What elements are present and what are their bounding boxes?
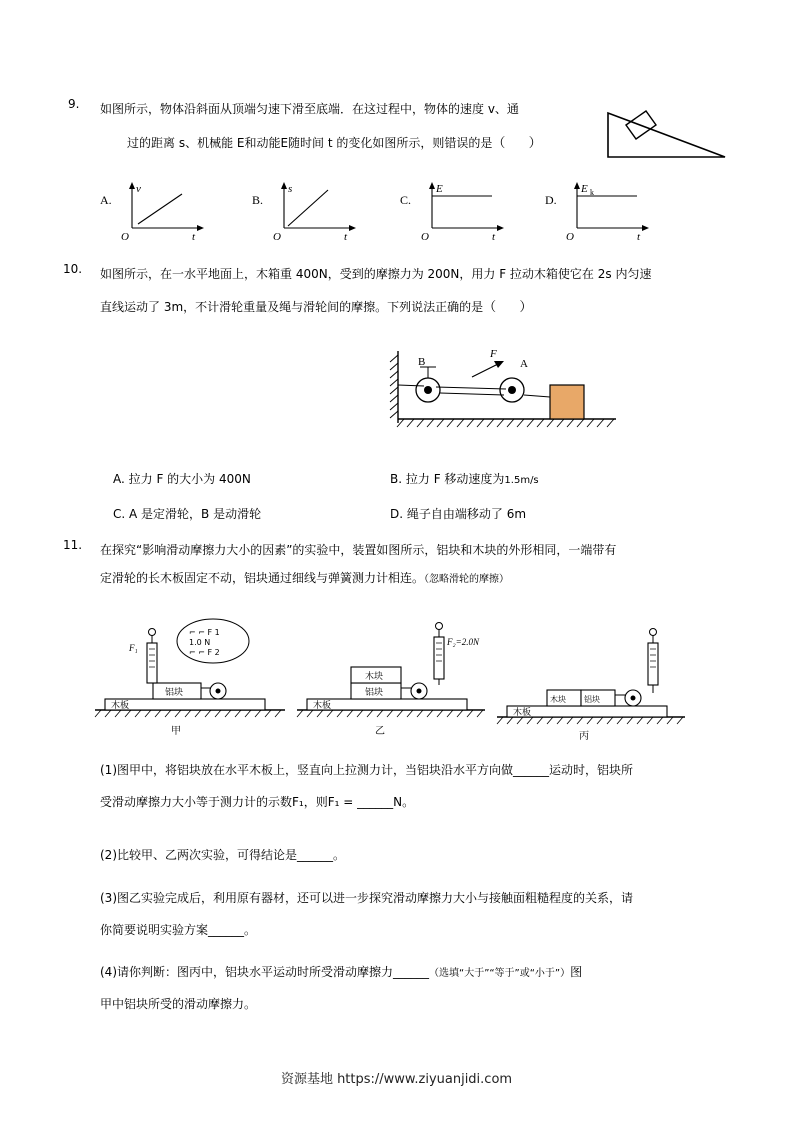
question-10-option-c bbox=[113, 502, 261, 527]
svg-text:s: s bbox=[288, 183, 293, 195]
sub-question-4 bbox=[100, 960, 740, 986]
svg-text:木板: 木板 bbox=[513, 708, 532, 718]
svg-text:乙: 乙 bbox=[375, 726, 385, 737]
svg-text:O: O bbox=[421, 231, 429, 242]
option-c-text: A 是定滑轮，B 是动滑轮 bbox=[129, 507, 262, 521]
svg-text:t: t bbox=[344, 231, 348, 242]
question-9-line2-text: 过的距离 s、机械能 E和动能E随时间 t 的变化如图所示，则错误的是 bbox=[127, 136, 493, 150]
sub-question-3-line2: 你简要说明实验方案______。 bbox=[100, 923, 257, 937]
question-10-line2-text: 直线运动了 3m，不计滑轮重量及绳与滑轮间的摩擦。下列说法正确的是 bbox=[100, 300, 484, 314]
svg-text:铝块: 铝块 bbox=[584, 695, 600, 704]
svg-text:O: O bbox=[566, 231, 574, 242]
svg-text:k: k bbox=[590, 188, 594, 197]
question-11-line1: 在探究“影响滑动摩擦力大小的因素”的实验中，装置如图所示，铝块和木块的外形相同，一端带有 bbox=[100, 543, 617, 557]
svg-text:F₁: F₁ bbox=[129, 643, 138, 653]
svg-text:A: A bbox=[520, 358, 528, 370]
svg-text:1.0 N: 1.0 N bbox=[189, 638, 211, 647]
question-11-line2 bbox=[100, 566, 730, 592]
pulley-figure bbox=[380, 345, 630, 430]
svg-text:t: t bbox=[637, 231, 641, 242]
question-10-answer-paren: （ ） bbox=[483, 299, 543, 314]
incline-figure bbox=[600, 95, 735, 167]
svg-text:丙: 丙 bbox=[579, 731, 589, 742]
question-10-option-b bbox=[390, 467, 539, 493]
sub-question-2-tag: (2) bbox=[100, 848, 117, 862]
svg-text:木板: 木板 bbox=[111, 701, 130, 711]
question-9-line2 bbox=[127, 130, 587, 156]
experiment-figure bbox=[85, 605, 705, 745]
svg-text:⌐ ⌐ F 1: ⌐ ⌐ F 1 bbox=[189, 628, 220, 637]
svg-text:t: t bbox=[492, 231, 496, 242]
question-10-line1: 如图所示，在一水平地面上，木箱重 400N，受到的摩擦力为 200N，用力 F 拉动木箱使它在 2s 内匀速 bbox=[100, 267, 652, 281]
svg-text:v: v bbox=[136, 183, 141, 195]
sub-question-3-line1: 图乙实验完成后，利用原有器材，还可以进一步探究滑动摩擦力大小与接触面粗糙程度的关系，请 bbox=[117, 891, 634, 905]
svg-text:A.: A. bbox=[100, 193, 112, 207]
sub-question-1-tag: (1) bbox=[100, 763, 117, 777]
option-a-label: A. bbox=[113, 472, 125, 486]
question-10-number: 10. bbox=[63, 262, 83, 276]
question-9-line1: 如图所示，物体沿斜面从顶端匀速下滑至底端．在这过程中，物体的速度 v、通 bbox=[100, 102, 519, 116]
svg-text:B: B bbox=[418, 356, 426, 368]
sub-question-4-line1: 请你判断：图丙中，铝块水平运动时所受滑动摩擦力______ bbox=[117, 965, 430, 979]
graph-option-c bbox=[400, 182, 512, 242]
option-b-text: 拉力 F 移动速度为 bbox=[405, 472, 505, 486]
footer-watermark: 资源基地 https://www.ziyuanjidi.com bbox=[280, 1072, 513, 1087]
sub-question-4-note: （选填“大于”“等于”或“小于”） bbox=[429, 968, 571, 979]
question-10-option-a bbox=[113, 467, 251, 492]
svg-text:铝块: 铝块 bbox=[365, 688, 384, 698]
graph-option-b bbox=[252, 182, 364, 242]
sub-question-2-line1: 比较甲、乙两次实验，可得结论是______。 bbox=[117, 848, 346, 862]
svg-text:F₂=2.0N: F₂=2.0N bbox=[447, 637, 479, 647]
option-c-label: C. bbox=[113, 507, 126, 521]
svg-text:C.: C. bbox=[400, 193, 412, 207]
question-10-option-d bbox=[390, 502, 526, 527]
sub-question-1-line2: 受滑动摩擦力大小等于测力计的示数F₁，则F₁ = ______N。 bbox=[100, 795, 415, 809]
sub-question-1 bbox=[100, 758, 720, 783]
sub-question-3-tag: (3) bbox=[100, 891, 117, 905]
svg-text:D.: D. bbox=[545, 193, 557, 207]
sub-question-3 bbox=[100, 886, 720, 911]
svg-text:铝块: 铝块 bbox=[165, 688, 184, 698]
svg-text:⌐ ⌐ F 2: ⌐ ⌐ F 2 bbox=[189, 648, 220, 657]
graph-option-a bbox=[100, 182, 212, 242]
sub-question-4-line2: 甲中铝块所受的滑动摩擦力。 bbox=[100, 997, 257, 1011]
svg-text:甲: 甲 bbox=[171, 726, 181, 737]
sub-question-4-tail: 图 bbox=[570, 965, 583, 979]
question-10-line2 bbox=[100, 294, 720, 320]
sub-question-1-line1: 图甲中，将铝块放在水平木板上，竖直向上拉测力计，当铝块沿水平方向做______运动时，铝块所 bbox=[117, 763, 634, 777]
graph-option-d bbox=[545, 182, 657, 242]
svg-text:E: E bbox=[581, 183, 588, 195]
question-11-line2-text: 定滑轮的长木板固定不动，铝块通过细线与弹簧测力计相连。 bbox=[100, 571, 425, 585]
sub-question-2 bbox=[100, 843, 720, 868]
question-11-line2-note: （忽略滑轮的摩擦） bbox=[424, 574, 510, 585]
svg-text:F: F bbox=[490, 348, 497, 360]
svg-text:t: t bbox=[192, 231, 196, 242]
question-9-answer-paren: （ ） bbox=[492, 135, 552, 150]
svg-text:O: O bbox=[121, 231, 129, 242]
option-b-value: 1.5m/s bbox=[504, 475, 539, 486]
sub-question-4-tag: (4) bbox=[100, 965, 117, 979]
question-11-number: 11. bbox=[63, 538, 83, 552]
option-d-text: 绳子自由端移动了 6m bbox=[406, 507, 527, 521]
svg-text:B.: B. bbox=[252, 193, 264, 207]
svg-text:木块: 木块 bbox=[550, 695, 566, 704]
question-9-number: 9. bbox=[68, 97, 80, 111]
option-b-label: B. bbox=[390, 472, 403, 486]
svg-text:木板: 木板 bbox=[313, 701, 332, 711]
svg-text:O: O bbox=[273, 231, 281, 242]
option-a-text: 拉力 F 的大小为 400N bbox=[128, 472, 251, 486]
svg-text:木块: 木块 bbox=[365, 672, 384, 682]
option-d-label: D. bbox=[390, 507, 404, 521]
svg-text:E: E bbox=[436, 183, 443, 195]
